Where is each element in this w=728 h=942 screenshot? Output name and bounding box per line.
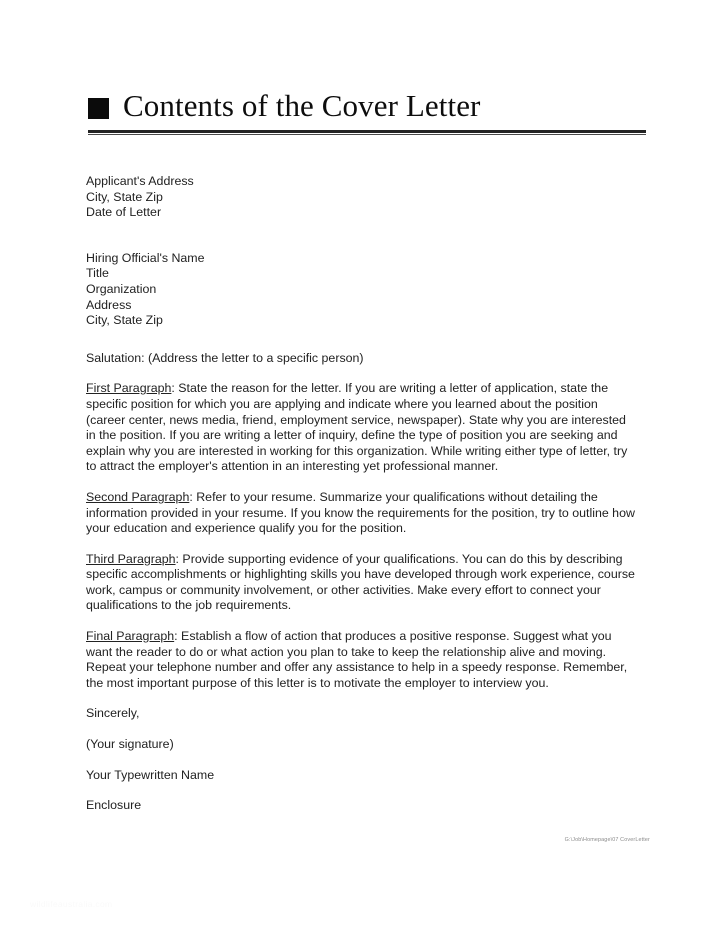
paragraph-third-text: : Provide supporting evidence of your qualifications. You can do this by describing specific accomplishments or highlighting skills you have developed through work experience, course work, campus or community involvement, or other activities. Make every effort to connect your qualifications to the job requirements. xyxy=(86,551,635,613)
enclosure-note: Enclosure xyxy=(86,798,142,813)
recipient-address-line: Address xyxy=(86,297,132,312)
paragraph-second-label: Second Paragraph xyxy=(86,489,190,504)
paragraph-third xyxy=(86,552,635,614)
spacer-after-salutation xyxy=(86,366,635,381)
sender-address-block xyxy=(86,174,635,221)
page-title: Contents of the Cover Letter xyxy=(123,88,481,123)
paragraph-final-text: : Establish a flow of action that produces a positive response. Suggest what you want the reader to do or what action you plan to take to keep the relationship alive and moving. Repeat your telephone number and offer any assistance to help in a speedy response. Remember, the most important purpose of this letter is to motivate the employer to interview you. xyxy=(86,629,628,690)
closing-salutation: Sincerely, xyxy=(86,706,140,721)
recipient-address-block xyxy=(86,251,635,329)
salutation-line: Salutation: (Address the letter to a specific person) xyxy=(86,350,364,365)
recipient-title-line: Title xyxy=(86,266,109,281)
spacer-before-closing xyxy=(86,691,635,706)
letter-body xyxy=(86,174,635,814)
paragraph-second-text: : Refer to your resume. Summarize your qualifications without detailing the information provided in your resume. If you know the requirements for the position, try to outline how your education and experience qualify you for the position. xyxy=(86,489,635,536)
filled-square-bullet-icon xyxy=(88,98,109,119)
typed-name-placeholder: Your Typewritten Name xyxy=(86,767,215,782)
recipient-city-line: City, State Zip xyxy=(86,313,163,328)
paragraph-first xyxy=(86,381,635,475)
closing-block xyxy=(86,706,635,813)
recipient-organization-line: Organization xyxy=(86,281,157,296)
paragraph-first-label: First Paragraph xyxy=(86,381,172,396)
sender-city-line: City, State Zip xyxy=(86,189,163,204)
paragraph-second xyxy=(86,490,635,537)
paragraph-first-text: : State the reason for the letter. If you are writing a letter of application, state the specific position for which you are applying and indicate where you learned about the position (career center, news media, friend, employment service, newspaper). State why you are interested in the position. If you are writing a letter of inquiry, define the type of position you are seeking and explain why you are interested in working for this organization. While writing either type of letter, try to attract the employer's attention in an interesting yet professional manner. xyxy=(86,381,628,474)
page-watermark: wildlifeaustralia.com xyxy=(30,899,113,909)
footer-file-path: G:\Job\Homepage\07 CoverLetter xyxy=(564,837,650,843)
spacer-after-recipient xyxy=(86,329,635,351)
paragraph-final-label: Final Paragraph xyxy=(86,629,175,644)
title-divider xyxy=(88,130,646,135)
recipient-name-line: Hiring Official's Name xyxy=(86,250,205,265)
sender-address-line: Applicant's Address xyxy=(86,174,194,188)
signature-placeholder: (Your signature) xyxy=(86,737,174,752)
title-row xyxy=(88,86,648,126)
spacer-after-sender xyxy=(86,221,635,251)
sender-date-line: Date of Letter xyxy=(86,205,162,220)
paragraph-third-label: Third Paragraph xyxy=(86,551,176,566)
paragraph-final xyxy=(86,629,635,691)
document-header xyxy=(88,86,648,135)
